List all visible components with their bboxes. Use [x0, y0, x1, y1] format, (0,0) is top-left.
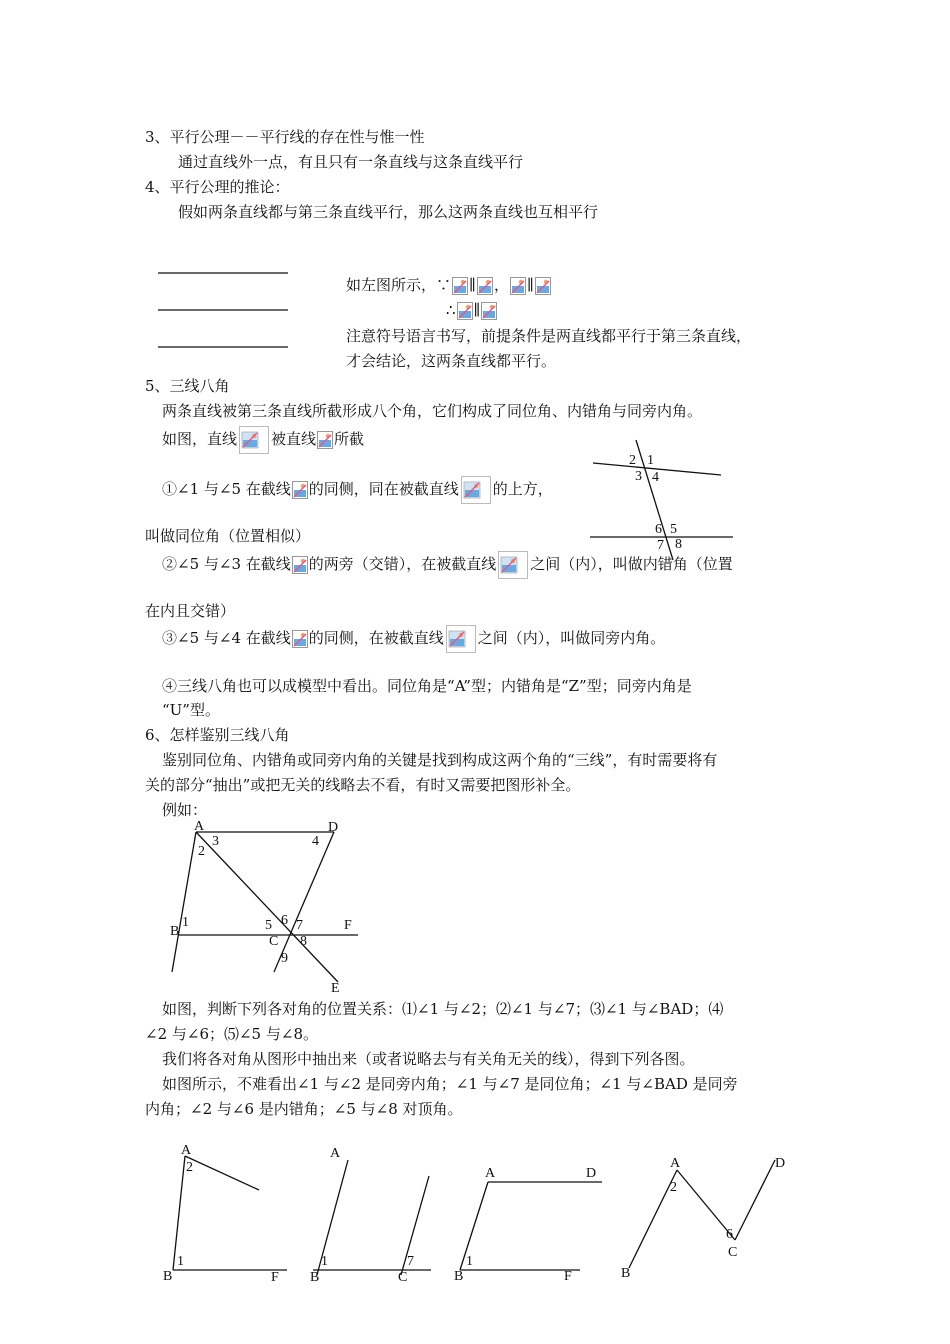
text-fragment: 之间（内），叫做内错角（位置 — [530, 555, 733, 573]
angle-label-8: 8 — [300, 934, 307, 949]
therefore-symbol: ∴ — [446, 301, 456, 319]
section-4-note-1: 注意符号语言书写，前提条件是两直线都平行于第三条直线， — [346, 327, 752, 345]
point-label-a: A — [330, 1146, 341, 1161]
parallel-symbol: ∥ — [526, 276, 534, 294]
answer-line-1: 我们将各对角从图形中抽出来（或者说略去与有关角无关的线），得到下列各图。 — [162, 1050, 695, 1068]
angle-label-8: 8 — [675, 537, 682, 552]
broken-image-icon — [461, 476, 491, 504]
broken-image-icon — [239, 426, 269, 454]
sub-figure-3 — [450, 1158, 610, 1288]
broken-image-icon — [498, 551, 528, 579]
angle-label-5: 5 — [265, 918, 272, 933]
sub-figure-4 — [615, 1148, 795, 1284]
answer-line-2: 如图所示，不难看出∠1 与∠2 是同旁内角；∠1 与∠7 是同位角；∠1 与∠BAD 是同旁 — [162, 1075, 738, 1093]
angle-label-3: 3 — [212, 834, 219, 849]
angle-label-7: 7 — [407, 1254, 414, 1269]
section-6-title: 6、怎样鉴别三线八角 — [145, 726, 290, 744]
point-label-b: B — [170, 924, 180, 939]
point-label-d: D — [775, 1156, 786, 1171]
section-6-body-2: 关的部分“抽出”或把无关的线略去不看，有时又需要把图形补全。 — [145, 776, 581, 794]
angle-label-6: 6 — [655, 522, 662, 537]
section-6-example-label: 例如： — [162, 801, 208, 819]
angle-label-2: 2 — [670, 1180, 677, 1195]
angle-label-1: 1 — [182, 915, 189, 930]
point-label-b: B — [621, 1266, 631, 1281]
broken-image-icon — [292, 630, 308, 648]
broken-image-icon — [481, 302, 497, 320]
point-label-b: B — [163, 1269, 173, 1284]
eight-angles-figure — [585, 435, 735, 565]
angle-label-2: 2 — [629, 453, 636, 468]
sub-figure-2 — [303, 1138, 443, 1288]
text-fragment: 的两旁（交错），在被截直线 — [308, 555, 497, 573]
text-fragment: ①∠1 与∠5 在截线 — [162, 480, 291, 498]
point-label-f: F — [564, 1269, 572, 1284]
section-4-note-2: 才会结论，这两条直线都平行。 — [346, 352, 557, 370]
point-label-c: C — [269, 934, 279, 949]
item-3-line — [162, 625, 665, 653]
point-label-d: D — [328, 820, 339, 835]
point-label-b: B — [454, 1269, 464, 1284]
section-4-figure-reason — [346, 275, 552, 295]
item-2-line — [162, 551, 733, 579]
broken-image-icon — [510, 277, 526, 295]
text-fragment: 的同侧，同在被截直线 — [308, 480, 459, 498]
item-1-continuation: 叫做同位角（位置相似） — [145, 527, 311, 545]
text-fragment: 的上方， — [492, 480, 553, 498]
text-fragment: 被直线 — [271, 430, 317, 448]
angle-label-2: 2 — [186, 1160, 193, 1175]
section-4-title: 4、平行公理的推论： — [145, 178, 290, 196]
angle-label-6: 6 — [726, 1227, 733, 1242]
sub-figure-1 — [155, 1138, 295, 1288]
parallel-symbol: ∥ — [473, 301, 481, 319]
angle-label-1: 1 — [466, 1254, 473, 1269]
text-fragment: 之间（内），叫做同旁内角。 — [477, 629, 666, 647]
broken-image-icon — [457, 302, 473, 320]
section-3-body: 通过直线外一点，有且只有一条直线与这条直线平行 — [178, 153, 524, 171]
point-label-a: A — [485, 1166, 496, 1181]
angle-label-2: 2 — [198, 844, 205, 859]
text-fragment: ③∠5 与∠4 在截线 — [162, 629, 291, 647]
comma: ， — [493, 276, 509, 294]
item-4-line: ④三线八角也可以成模型中看出。同位角是“A”型；内错角是“Z”型；同旁内角是 — [162, 677, 692, 695]
example-figure — [160, 814, 380, 996]
point-label-b: B — [310, 1270, 320, 1285]
angle-label-6: 6 — [281, 913, 288, 928]
question-line-2: ∠2 与∠6；⑸∠5 与∠8。 — [145, 1025, 318, 1043]
text-fragment: 的同侧，在被截直线 — [308, 629, 444, 647]
angle-label-5: 5 — [670, 522, 677, 537]
item-2-continuation: 在内且交错） — [145, 602, 236, 620]
angle-label-7: 7 — [296, 918, 303, 933]
section-5-body: 两条直线被第三条直线所截形成八个角，它们构成了同位角、内错角与同旁内角。 — [162, 402, 703, 420]
broken-image-icon — [317, 431, 333, 449]
broken-image-icon — [292, 481, 308, 499]
item-1-line — [162, 476, 553, 504]
section-5-title: 5、三线八角 — [145, 377, 230, 395]
figure-caption-prefix: 如左图所示，∵ — [346, 276, 452, 294]
point-label-c: C — [398, 1270, 408, 1285]
angle-label-7: 7 — [657, 538, 664, 553]
point-label-a: A — [194, 819, 205, 834]
answer-line-3: 内角；∠2 与∠6 是内错角；∠5 与∠8 对顶角。 — [145, 1100, 463, 1118]
broken-image-icon — [452, 277, 468, 295]
point-label-c: C — [728, 1245, 738, 1260]
section-4-figure-conclusion — [446, 300, 498, 320]
section-3-title: 3、平行公理－－平行线的存在性与惟一性 — [145, 128, 425, 146]
question-line-1: 如图，判断下列各对角的位置关系：⑴∠1 与∠2；⑵∠1 与∠7；⑶∠1 与∠BAD；⑷ — [162, 1000, 724, 1018]
angle-label-4: 4 — [312, 834, 319, 849]
angle-label-1: 1 — [647, 453, 654, 468]
angle-label-1: 1 — [321, 1254, 328, 1269]
text-fragment: ②∠5 与∠3 在截线 — [162, 555, 291, 573]
broken-image-icon — [292, 556, 308, 574]
broken-image-icon — [477, 277, 493, 295]
section-6-body-1: 鉴别同位角、内错角或同旁内角的关键是找到构成这两个角的“三线”，有时需要将有 — [162, 751, 718, 769]
angle-label-1: 1 — [177, 1254, 184, 1269]
parallel-lines-figure — [150, 262, 300, 357]
point-label-e: E — [331, 981, 340, 996]
broken-image-icon — [535, 277, 551, 295]
section-5-figure-intro — [162, 426, 364, 454]
broken-image-icon — [446, 625, 476, 653]
angle-label-3: 3 — [635, 469, 642, 484]
angle-label-9: 9 — [281, 951, 288, 966]
point-label-d: D — [586, 1166, 597, 1181]
section-4-body: 假如两条直线都与第三条直线平行，那么这两条直线也互相平行 — [178, 203, 599, 221]
text-fragment: 所截 — [334, 430, 365, 448]
point-label-f: F — [344, 918, 352, 933]
text-fragment: 如图，直线 — [162, 430, 238, 448]
point-label-f: F — [271, 1270, 279, 1285]
item-4-continuation: “U”型。 — [162, 701, 220, 719]
angle-label-4: 4 — [652, 470, 659, 485]
parallel-symbol: ∥ — [469, 276, 476, 294]
point-label-a: A — [181, 1143, 192, 1158]
point-label-a: A — [670, 1156, 681, 1171]
